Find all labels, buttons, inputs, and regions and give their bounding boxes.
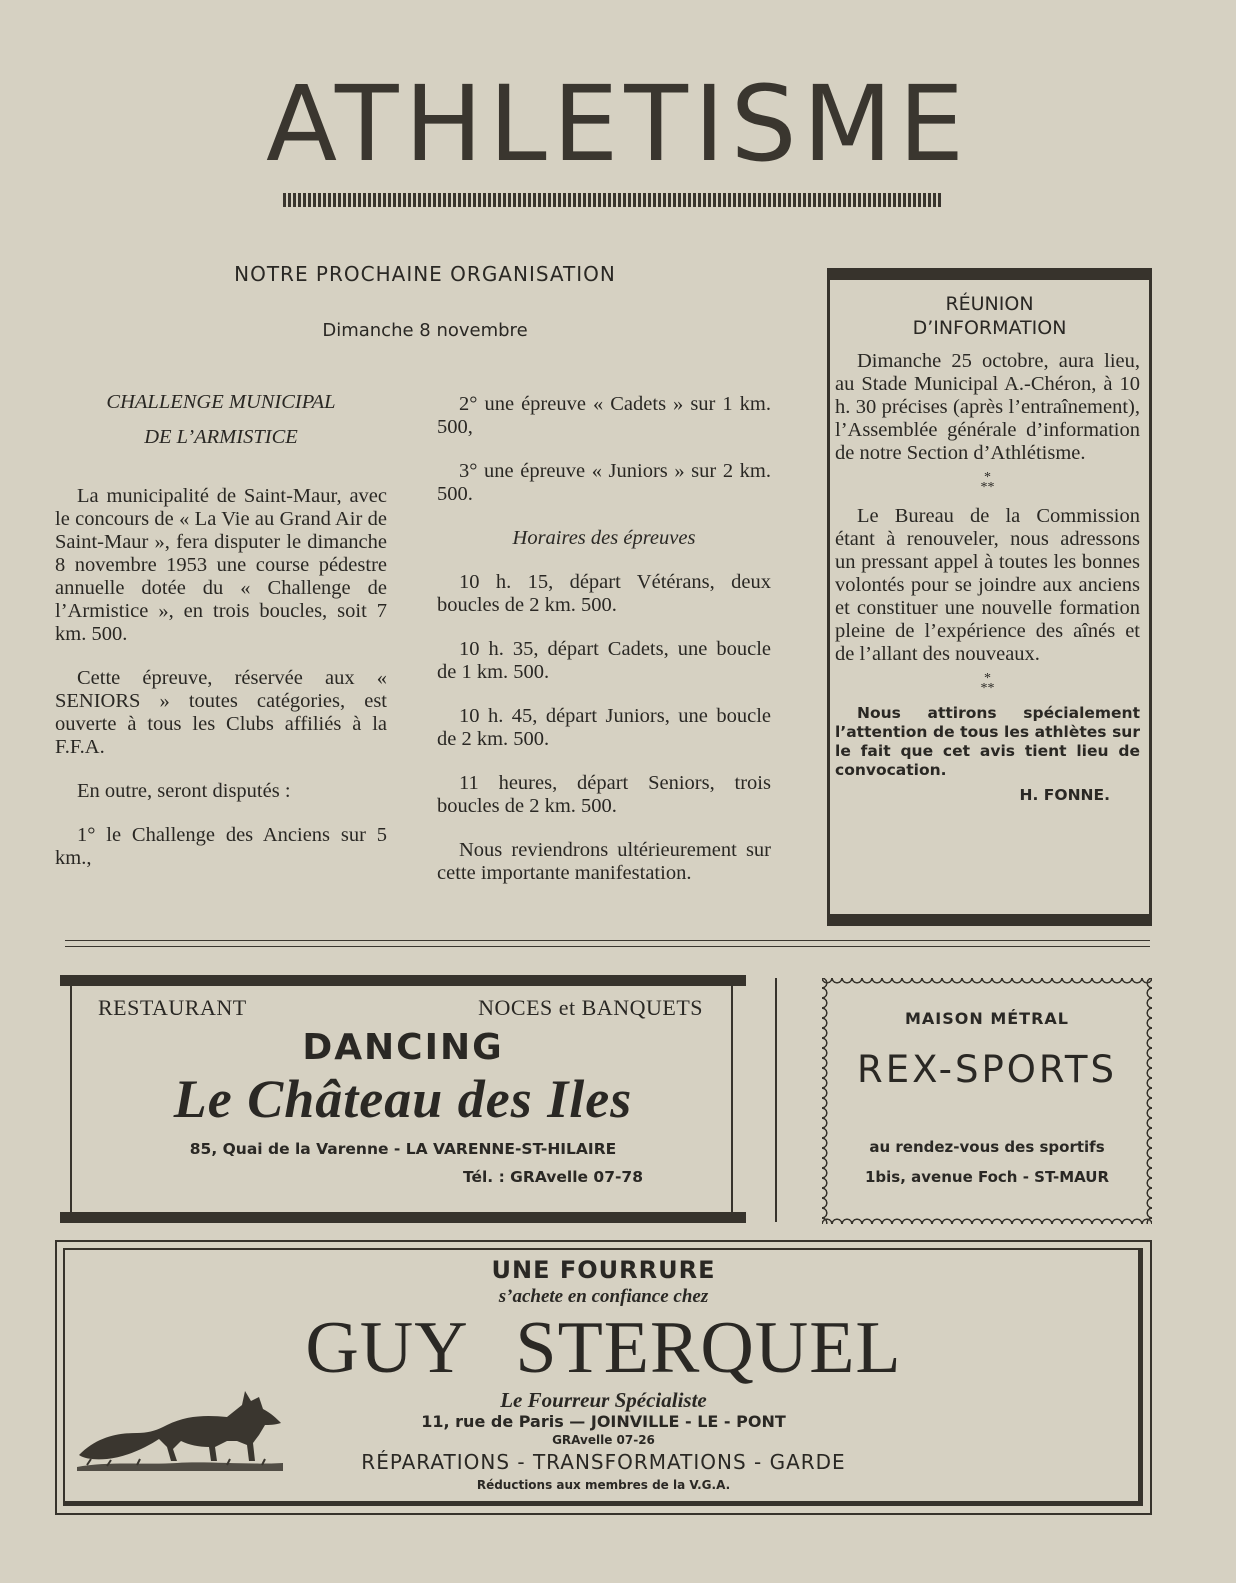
middle-paragraph-5: 10 h. 45, départ Juniors, une boucle de 2 km. 500.	[437, 705, 771, 750]
section-divider	[65, 940, 1150, 947]
reunion-paragraph-1: Dimanche 25 octobre, aura lieu, au Stade Municipal A.-Chéron, à 10 h. 30 précises (après l’entraînement), l’Assemblée générale d’information de notre Section d’Athlétisme.	[835, 350, 1140, 464]
noces-label: NOCES et BANQUETS	[478, 995, 703, 1020]
fourrure-headline: UNE FOURRURE	[491, 1256, 716, 1284]
reunion-paragraph-2: Le Bureau de la Commission étant à renouveler, nous adressons un pressant appel à toutes les bonnes volontés pour se joindre aux anciens et constituer une nouvelle formation pleine de l’expérience des aînés et de l’allant des nouveaux.	[835, 505, 1140, 665]
sterquel-address: 11, rue de Paris — JOINVILLE - LE - PONT	[421, 1412, 786, 1431]
schedule-subtitle: Horaires des épreuves	[512, 527, 696, 549]
reunion-right-border	[1149, 276, 1152, 918]
signature: H. FONNE.	[1019, 786, 1110, 804]
middle-paragraph-1: 2° une épreuve « Cadets » sur 1 km. 500,	[437, 393, 771, 438]
sterquel-phone: GRAvelle 07-26	[552, 1433, 655, 1447]
fox-illustration	[77, 1375, 287, 1475]
fourrure-subline: s’achete en confiance chez	[498, 1286, 709, 1307]
reunion-bottom-bar	[827, 914, 1152, 926]
sterquel-services: RÉPARATIONS - TRANSFORMATIONS - GARDE	[361, 1450, 846, 1474]
chateau-address: 85, Quai de la Varenne - LA VARENNE-ST-HILAIRE	[189, 1140, 617, 1158]
middle-paragraph-2: 3° une épreuve « Juniors » sur 2 km. 500.	[437, 460, 771, 505]
announcement-date: Dimanche 8 novembre	[322, 320, 528, 341]
reunion-paragraph-3: Nous attirons spécialement l’attention de tous les athlètes sur le fait que cet avis tient lieu de convocation.	[835, 704, 1140, 779]
middle-column	[437, 393, 771, 906]
reunion-box	[827, 268, 1152, 926]
rex-address: 1bis, avenue Foch - ST-MAUR	[864, 1168, 1110, 1186]
left-paragraph-2: Cette épreuve, réservée aux « SENIORS » toutes catégories, est ouverte à tous les Clubs affiliés à la F.F.A.	[55, 667, 387, 758]
reunion-title-line2: D’INFORMATION	[912, 317, 1067, 339]
middle-paragraph-4: 10 h. 35, départ Cadets, une boucle de 1 km. 500.	[437, 638, 771, 683]
left-column	[55, 391, 387, 891]
rex-name: REX-SPORTS	[857, 1048, 1117, 1091]
chateau-bottom-bar	[60, 1212, 746, 1223]
page-title: ATHLETISME	[265, 63, 971, 185]
restaurant-label: RESTAURANT	[98, 995, 247, 1020]
rex-bottom-border	[822, 1214, 1152, 1224]
ad-sterquel	[55, 1240, 1152, 1515]
middle-paragraph-7: Nous reviendrons ultérieurement sur cette importante manifestation.	[437, 839, 771, 884]
title-rule	[283, 193, 943, 207]
challenge-title-line2: DE L’ARMISTICE	[144, 426, 298, 448]
left-paragraph-3: En outre, seront disputés :	[77, 780, 291, 802]
left-paragraph-1: La municipalité de Saint-Maur, avec le concours de « La Vie au Grand Air de Saint-Maur », fera disputer le dimanche 8 novembre 1953 une course pédestre annuelle dotée du « Challenge de l’Armistice », en trois boucles, soit 7 km. 500.	[55, 485, 387, 645]
reunion-top-bar	[827, 268, 1152, 280]
separator-stars-2: * **	[980, 671, 995, 696]
reunion-text	[835, 350, 1140, 807]
chateau-name: Le Château des Iles	[173, 1069, 633, 1129]
middle-paragraph-6: 11 heures, départ Seniors, trois boucles de 2 km. 500.	[437, 772, 771, 817]
ad-rex-sports	[822, 978, 1152, 1224]
left-paragraph-4: 1° le Challenge des Anciens sur 5 km.,	[55, 824, 387, 869]
maison-label: MAISON MÉTRAL	[904, 1009, 1069, 1028]
fourreur-specialty: Le Fourreur Spécialiste	[500, 1388, 707, 1412]
rex-tagline: au rendez-vous des sportifs	[869, 1138, 1105, 1156]
reunion-title-line1: RÉUNION	[945, 293, 1034, 315]
reunion-left-border	[827, 276, 830, 918]
sterquel-discount: Réductions aux membres de la V.G.A.	[476, 1478, 731, 1492]
dancing-label: DANCING	[302, 1027, 504, 1068]
ad-vertical-divider	[775, 978, 777, 1222]
separator-stars-1: * **	[980, 470, 995, 495]
challenge-title-line1: CHALLENGE MUNICIPAL	[106, 391, 336, 413]
rex-top-border	[822, 978, 1152, 988]
sterquel-name: GUY STERQUEL	[305, 1307, 902, 1389]
chateau-phone: Tél. : GRAvelle 07-78	[462, 1168, 643, 1186]
middle-paragraph-3: 10 h. 15, départ Vétérans, deux boucles de 2 km. 500.	[437, 571, 771, 616]
announcement-heading: NOTRE PROCHAINE ORGANISATION	[234, 262, 616, 286]
ad-chateau	[60, 975, 746, 1223]
chateau-top-bar	[60, 975, 746, 986]
